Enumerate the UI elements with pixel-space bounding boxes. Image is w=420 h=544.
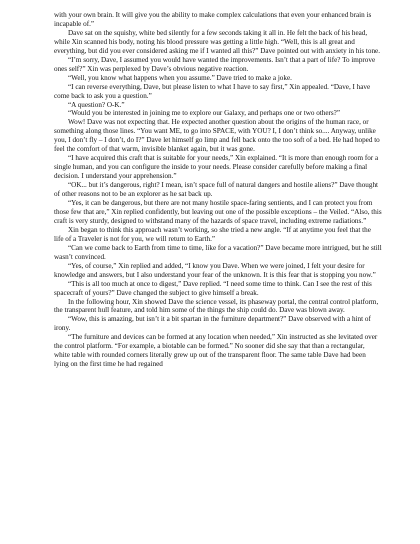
- paragraph: “I have acquired this craft that is suitable for your needs,” Xin explained. “It is more than enough room for a single human, and you can configure the inside to your needs. Please consider carefully before making a final decision. I understand your apprehension.”: [54, 154, 379, 181]
- paragraph: “Well, you know what happens when you assume.” Dave tried to make a joke.: [68, 73, 292, 82]
- paragraph: In the following hour, Xin showed Dave the science vessel, its phaseway portal, the central control platform, the transparent hull feature, and told him some of the things the ship could do. Dave was blown away.: [54, 297, 379, 315]
- paragraph: “A question? O-K.”: [68, 100, 125, 109]
- paragraph: “Can we come back to Earth from time to time, like for a vacation?” Dave became more intrigued, but he still wasn’t convinced.: [54, 243, 382, 261]
- paragraph: with your own brain. It will give you the ability to make complex calculations that even your enhanced brain is incapable of.”: [54, 11, 372, 28]
- paragraph: Dave sat on the squishy, white bed silently for a few seconds taking it all in. He felt the back of his head, while Xin scanned his body, noting his blood pressure was getting a little high. “Well, this is all great and everything, but did you ever considered asking me if I wanted all this?” Dave pointed out with anxiety in his tone.: [54, 28, 381, 55]
- paragraph: “Yes, it can be dangerous, but there are not many hostile space-faring sentients, and I can protect you from those few that are,” Xin replied confidently, but leaving out one of the possible exceptions – the Veiled. “Also, this craft is very sturdy, designed to withstand many of the hazards of space travel, including extreme radiations.”: [54, 199, 382, 225]
- paragraph: “This is all too much at once to digest,” Dave replied. “I need some time to think. Can I see the rest of this spacecraft of yours?” Dave changed the subject to give himself a break.: [54, 279, 372, 297]
- paragraph: “I can reverse everything, Dave, but please listen to what I have to say first,” Xin appealed. “Dave, I have come back to ask you a question.”: [54, 82, 371, 100]
- paragraph: “Wow, this is amazing, but isn’t it a bit spartan in the furniture department?” Dave observed with a hint of irony.: [54, 315, 371, 333]
- paragraph: “I’m sorry, Dave, I assumed you would have wanted the improvements. Isn’t that a part of life? To improve ones self?” Xin was perplexed by Dave’s obvious negative reaction.: [54, 55, 376, 73]
- paragraph: “Yes, of course,” Xin replied and added, “I know you Dave. When we were joined, I felt your desire for knowledge and answers, but I also understand your fear of the unknown. It is this fear that is stopping you now.”: [54, 261, 376, 279]
- paragraph: Xin began to think this approach wasn’t working, so she tried a new angle. “If at anytime you feel that the life of a Traveler is not for you, we will return to Earth.”: [54, 225, 371, 243]
- paragraph: “The furniture and devices can be formed at any location when needed,” Xin instructed as she levitated over the control platform. “For example, a biotable can be formed.” No sooner did she say that than a rectangular, white table with rounded corners literally grew up out of the transparent floor. The same table Dave had been lying on the first time he had regained: [54, 333, 378, 369]
- paragraph: “Would you be interested in joining me to explore our Galaxy, and perhaps one or two others?”: [68, 109, 341, 118]
- paragraph: Wow! Dave was not expecting that. He expected another question about the origins of the human race, or something along those lines. “You want ME, to go into SPACE, with YOU? I, I don’t think so.... Anyway, unlike you, I don’t fly – I don’t, do I?” Dave let himself go limp and fell back onto the too soft of a bed. He had hoped to feel the comfort of that warm, invisible blanket again, but it was gone.: [54, 118, 380, 154]
- paragraph: “OK... but it’s dangerous, right? I mean, isn’t space full of natural dangers and hostile aliens?” Dave thought of other reasons not to be an explorer as he sat back up.: [54, 181, 379, 199]
